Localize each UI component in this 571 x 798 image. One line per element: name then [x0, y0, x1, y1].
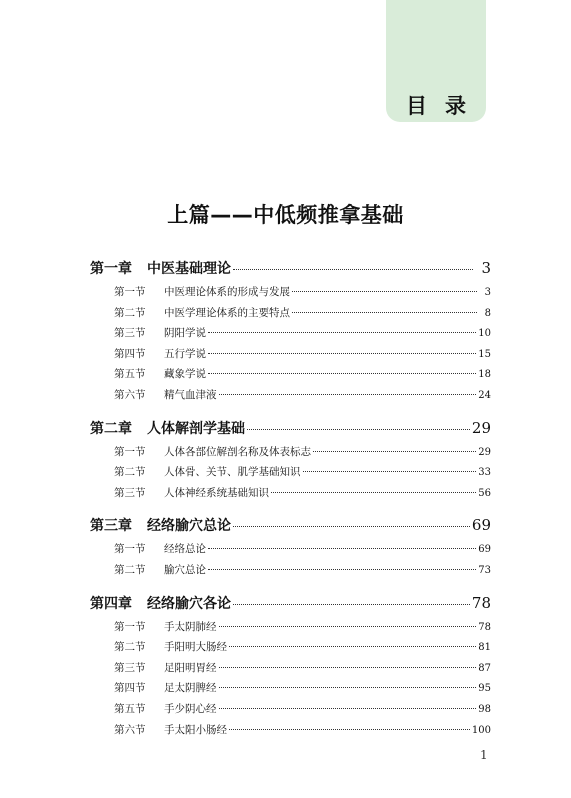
section-page: 81 [478, 642, 491, 654]
section-title: 足太阴脾经 [164, 682, 217, 695]
section-title: 手少阴心经 [164, 702, 217, 715]
section-label: 第二节 [114, 563, 146, 576]
section-label: 第一节 [114, 620, 146, 633]
section-label: 第三节 [114, 486, 146, 499]
dot-leader [208, 353, 476, 354]
section-label: 第三节 [114, 661, 146, 674]
table-of-contents [90, 258, 491, 752]
section-title: 五行学说 [164, 347, 206, 360]
chapter-block [90, 515, 491, 582]
chapter-block [90, 593, 491, 743]
chapter-title: 中医基础理论 [147, 261, 231, 277]
dot-leader [233, 526, 470, 527]
section-page: 98 [478, 703, 491, 715]
section-title: 藏象学说 [164, 368, 206, 381]
chapter-title: 人体解剖学基础 [147, 420, 245, 437]
section-title: 手太阳小肠经 [164, 723, 227, 736]
chapter-entry[interactable] [90, 418, 491, 444]
section-label: 第二节 [114, 466, 146, 479]
section-label: 第一节 [114, 286, 146, 298]
section-label: 第六节 [114, 388, 146, 401]
dot-leader [292, 291, 477, 292]
dot-leader [313, 451, 476, 452]
chapter-block [90, 418, 491, 506]
dot-leader [271, 492, 476, 493]
section-label: 第四节 [114, 682, 146, 695]
section-entry[interactable] [114, 284, 491, 305]
section-entry[interactable] [114, 639, 491, 660]
dot-leader [229, 729, 470, 730]
section-page: 95 [478, 683, 491, 695]
chapter-entry[interactable] [90, 258, 491, 284]
section-title: 手太阴肺经 [164, 620, 217, 633]
dot-leader [208, 373, 476, 374]
section-label: 第二节 [114, 641, 146, 654]
section-title: 人体骨、关节、肌学基础知识 [164, 466, 301, 479]
section-title: 中医学理论体系的主要特点 [164, 306, 290, 319]
dot-leader [229, 646, 476, 647]
chapter-block [90, 258, 491, 408]
section-label: 第一节 [114, 445, 146, 458]
section-entry[interactable] [114, 325, 491, 346]
chapter-label: 第四章 [90, 595, 132, 612]
section-label: 第三节 [114, 327, 146, 340]
section-title: 精气血津液 [164, 388, 217, 401]
dot-leader [233, 269, 473, 270]
section-title: 阴阳学说 [164, 327, 206, 340]
section-entry[interactable] [114, 366, 491, 387]
chapter-title: 经络腧穴总论 [147, 518, 231, 535]
section-page: 8 [484, 307, 491, 319]
dot-leader [219, 626, 477, 627]
chapter-title: 经络腧穴各论 [147, 595, 231, 612]
section-label: 第五节 [114, 368, 146, 381]
section-title: 中医理论体系的形成与发展 [164, 286, 290, 298]
section-page: 87 [478, 662, 491, 674]
section-page: 18 [478, 369, 491, 381]
section-entry[interactable] [114, 722, 491, 743]
section-page: 33 [478, 467, 491, 479]
dot-leader [219, 667, 477, 668]
dot-leader [247, 429, 470, 430]
section-title: 足阳明胃经 [164, 661, 217, 674]
dot-leader [208, 548, 476, 549]
section-page: 3 [484, 287, 491, 298]
section-title: 腧穴总论 [164, 563, 206, 576]
section-label: 第六节 [114, 723, 146, 736]
section-entry[interactable] [114, 305, 491, 326]
section-page: 73 [478, 564, 491, 576]
section-title: 经络总论 [164, 543, 206, 556]
section-entry[interactable] [114, 464, 491, 485]
chapter-entry[interactable] [90, 593, 491, 619]
section-label: 第四节 [114, 347, 146, 360]
section-entry[interactable] [114, 701, 491, 722]
dot-leader [219, 394, 477, 395]
section-page: 29 [478, 446, 491, 458]
section-page: 56 [478, 487, 491, 499]
chapter-label: 第三章 [90, 518, 132, 535]
section-page: 10 [478, 328, 491, 340]
section-entry[interactable] [114, 541, 491, 562]
dot-leader [219, 708, 477, 709]
section-page: 69 [478, 544, 491, 556]
toc-heading: 目录 [406, 94, 484, 118]
chapter-page: 69 [471, 516, 491, 535]
header-tab [386, 0, 486, 122]
section-page: 24 [478, 389, 491, 401]
section-entry[interactable] [114, 485, 491, 506]
chapter-label: 第二章 [90, 420, 132, 437]
section-title: 人体各部位解剖名称及体表标志 [164, 445, 311, 458]
section-entry[interactable] [114, 660, 491, 681]
section-entry[interactable] [114, 346, 491, 367]
page-number: 1 [480, 748, 488, 762]
section-title: 人体神经系统基础知识 [164, 486, 269, 499]
section-label: 第一节 [114, 543, 146, 556]
part-title: 上篇——中低频推拿基础 [167, 203, 404, 227]
dot-leader [292, 312, 477, 313]
section-entry[interactable] [114, 387, 491, 408]
section-label: 第五节 [114, 702, 146, 715]
section-label: 第二节 [114, 306, 146, 319]
dot-leader [219, 687, 477, 688]
chapter-page: 3 [481, 259, 491, 277]
chapter-page: 78 [471, 593, 491, 612]
chapter-page: 29 [471, 418, 491, 437]
section-entry[interactable] [114, 619, 491, 640]
section-title: 手阳明大肠经 [164, 641, 227, 654]
section-page: 15 [478, 348, 491, 360]
dot-leader [208, 332, 476, 333]
section-entry[interactable] [114, 444, 491, 465]
chapter-entry[interactable] [90, 515, 491, 541]
dot-leader [208, 569, 476, 570]
section-page: 100 [471, 724, 491, 736]
dot-leader [233, 604, 470, 605]
section-page: 78 [478, 621, 491, 633]
dot-leader [303, 471, 477, 472]
section-entry[interactable] [114, 680, 491, 701]
chapter-label: 第一章 [90, 261, 132, 277]
section-entry[interactable] [114, 562, 491, 583]
